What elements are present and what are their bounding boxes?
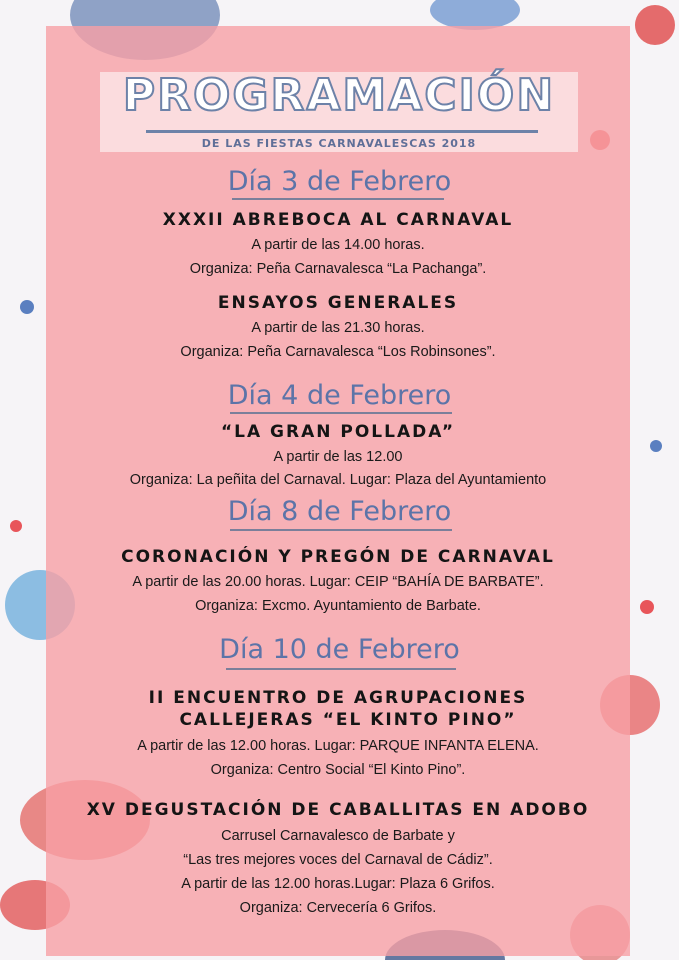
day-heading: Día 4 de Febrero — [227, 380, 452, 411]
event-detail: Carrusel Carnavalesco de Barbate y — [221, 828, 455, 844]
event-detail: “Las tres mejores voces del Carnaval de Cádiz”. — [183, 852, 493, 868]
event-title: CORONACIÓN Y PREGÓN DE CARNAVAL — [121, 547, 555, 567]
title-underline — [146, 130, 538, 133]
page-title: PROGRAMACIÓN — [122, 70, 556, 121]
event-organizer: Organiza: Peña Carnavalesca “La Pachanga”. — [189, 261, 487, 277]
event-title-line: CALLEJERAS “EL KINTO PINO” — [179, 710, 517, 730]
bg-red-dot — [640, 600, 654, 614]
bg-maraca-top — [635, 5, 675, 45]
day-heading: Día 3 de Febrero — [227, 166, 452, 197]
day-underline — [226, 668, 456, 670]
event-title: XXXII ABREBOCA AL CARNAVAL — [162, 210, 514, 230]
event-location: A partir de las 12.00 horas.Lugar: Plaza 6 Grifos. — [181, 876, 495, 892]
day-underline — [232, 198, 444, 200]
event-organizer: Organiza: Excmo. Ayuntamiento de Barbate. — [195, 598, 481, 614]
day-underline — [230, 412, 452, 414]
event-time: A partir de las 12.00 — [273, 449, 403, 465]
day-heading: Día 10 de Febrero — [219, 634, 460, 665]
event-organizer: Organiza: Cervecería 6 Grifos. — [239, 900, 437, 916]
event-time: A partir de las 21.30 horas. — [251, 320, 425, 336]
event-title: ENSAYOS GENERALES — [217, 293, 459, 313]
event-time: A partir de las 14.00 horas. — [251, 237, 425, 253]
event-organizer: Organiza: La peñita del Carnaval. Lugar: Plaza del Ayuntamiento — [129, 472, 547, 488]
bg-blue-dot — [20, 300, 34, 314]
page-subtitle: DE LAS FIESTAS CARNAVALESCAS 2018 — [201, 137, 477, 150]
bg-blue-dot — [650, 440, 662, 452]
day-underline — [230, 529, 452, 531]
event-title-line: II ENCUENTRO DE AGRUPACIONES — [148, 688, 528, 708]
event-title: “LA GRAN POLLADA” — [220, 422, 456, 442]
day-heading: Día 8 de Febrero — [227, 496, 452, 527]
event-title: XV DEGUSTACIÓN DE CABALLITAS EN ADOBO — [86, 800, 590, 820]
event-location: A partir de las 20.00 horas. Lugar: CEIP “BAHÍA DE BARBATE”. — [132, 574, 544, 590]
event-organizer: Organiza: Centro Social “El Kinto Pino”. — [210, 762, 466, 778]
event-organizer: Organiza: Peña Carnavalesca “Los Robinsones”. — [180, 344, 496, 360]
event-location: A partir de las 12.00 horas. Lugar: PARQUE INFANTA ELENA. — [137, 738, 539, 754]
